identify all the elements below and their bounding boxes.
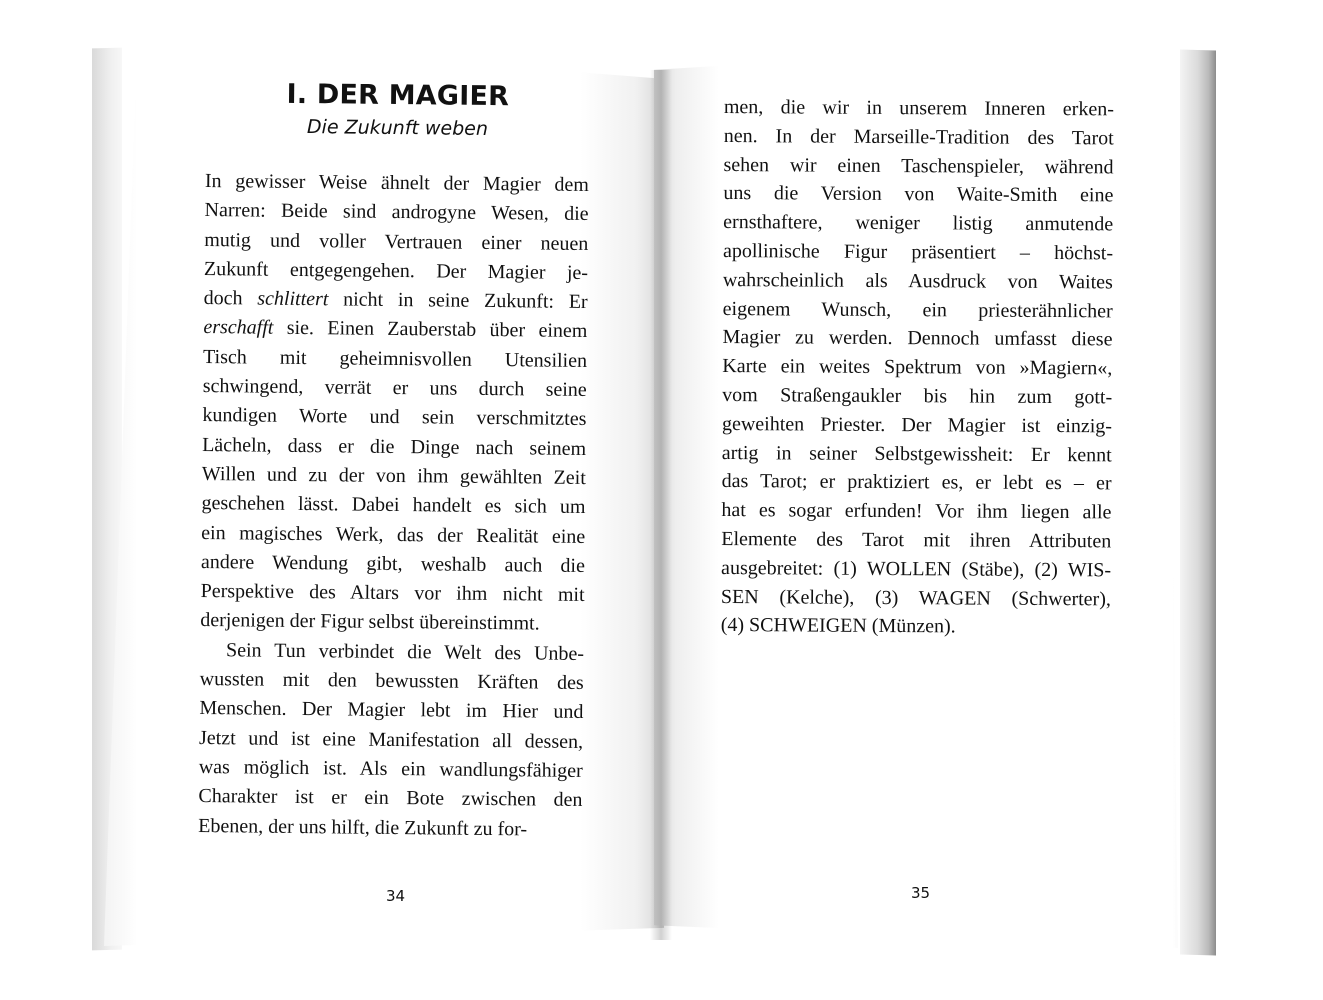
text-line: Zukunft entgegengehen. Der Magier je-	[203, 257, 589, 284]
text-line: apollinische Figur präsentiert – höchst-	[722, 239, 1114, 265]
text-line: Menschen. Der Magier lebt im Hier und	[199, 697, 584, 724]
text-line: SEN (Kelche), (3) WAGEN (Schwerter),	[720, 585, 1111, 610]
right-page-stack-edge	[1180, 49, 1216, 955]
text-line: Charakter ist er ein Bote zwischen den	[198, 785, 583, 812]
paragraph-2	[198, 636, 584, 845]
text-line	[203, 313, 587, 346]
page-number-left: 34	[386, 887, 406, 905]
text-line: Karte ein weites Spektrum von »Magiern«,	[722, 355, 1113, 380]
text-line: Ebenen, der uns hilft, die Zukunft zu for-	[198, 814, 528, 840]
text-line: schwingend, verrät er uns durch seine	[202, 375, 587, 402]
text-line: Magier zu werden. Dennoch umfasst diese	[722, 326, 1113, 351]
chapter-title: I. DER MAGIER	[286, 78, 510, 113]
text-line: Tisch mit geheimnisvollen Utensilien	[202, 345, 588, 372]
text-line: wahrscheinlich als Ausdruck von Waites	[722, 268, 1113, 294]
text-line: ernsthaftere, weniger listig anmutende	[723, 211, 1114, 236]
text-line: ein magisches Werk, das der Realität eine	[201, 521, 586, 548]
text-line: geweihten Priester. Der Magier ist einzig-	[721, 412, 1113, 438]
text-line: mutig und voller Vertrauen einer neuen	[204, 228, 589, 255]
paragraph-1	[200, 167, 589, 640]
text-line: (4) SCHWEIGEN (Münzen).	[720, 614, 956, 638]
text-line: Narren: Beide sind androgyne Wesen, die	[204, 199, 589, 226]
text-line: das Tarot; er praktiziert es, er lebt es – er	[721, 470, 1112, 495]
text-line: wussten mit den bewussten Kräften des	[199, 668, 584, 695]
right-page-text	[721, 93, 1114, 643]
book-gutter	[650, 70, 672, 940]
text-line: sehen wir einen Taschenspieler, während	[723, 153, 1114, 178]
text-line: Lächeln, dass er die Dinge nach seinem	[202, 433, 587, 460]
text-segment: sie. Einen Zauberstab über einem	[273, 317, 588, 343]
text-line: Perspektive des Altars vor ihm nicht mit	[200, 580, 585, 607]
text-segment: doch	[203, 287, 258, 310]
text-line: eigenem Wunsch, ein priesterähnlicher	[722, 297, 1113, 322]
text-line: artig in seiner Selbstgewissheit: Er kennt	[721, 441, 1112, 466]
text-line: was möglich ist. Als ein wandlungsfähiger	[198, 755, 583, 782]
text-line: hat es sogar erfunden! Vor ihm liegen alle	[721, 499, 1112, 524]
text-line: Willen und zu der von ihm gewählten Zeit	[201, 462, 586, 489]
text-line: derjenigen der Figur selbst übereinstimmt.	[200, 609, 540, 635]
text-line	[204, 284, 588, 317]
emphasized-word: erschafft	[203, 316, 274, 340]
text-line: ausgebreitet: (1) WOLLEN (Stäbe), (2) WIS-	[721, 556, 1112, 582]
page-number-right: 35	[911, 884, 931, 902]
text-line: kundigen Worte und sein verschmitztes	[202, 404, 587, 431]
text-line: In gewisser Weise ähnelt der Magier dem	[204, 169, 590, 197]
emphasized-word: schlittert	[257, 287, 329, 311]
text-line: men, die wir in unserem Inneren erken-	[723, 95, 1114, 121]
text-line: andere Wendung gibt, weshalb auch die	[200, 550, 586, 577]
text-line: Jetzt und ist eine Manifestation all dessen,	[198, 726, 584, 753]
text-line: Sein Tun verbindet die Welt des Unbe-	[225, 638, 585, 665]
left-page-text	[198, 78, 590, 845]
text-segment: nicht in seine Zukunft: Er	[328, 288, 588, 314]
chapter-subtitle: Die Zukunft weben	[306, 116, 489, 140]
text-line: geschehen lässt. Dabei handelt es sich um	[201, 492, 586, 519]
text-line: vom Straßengaukler bis hin zum gott-	[722, 383, 1113, 409]
text-line: uns die Version von Waite-Smith eine	[723, 182, 1114, 207]
text-line: Elemente des Tarot mit ihren Attributen	[721, 527, 1112, 553]
text-line: nen. In der Marseille-Tradition des Tarot	[723, 124, 1114, 150]
